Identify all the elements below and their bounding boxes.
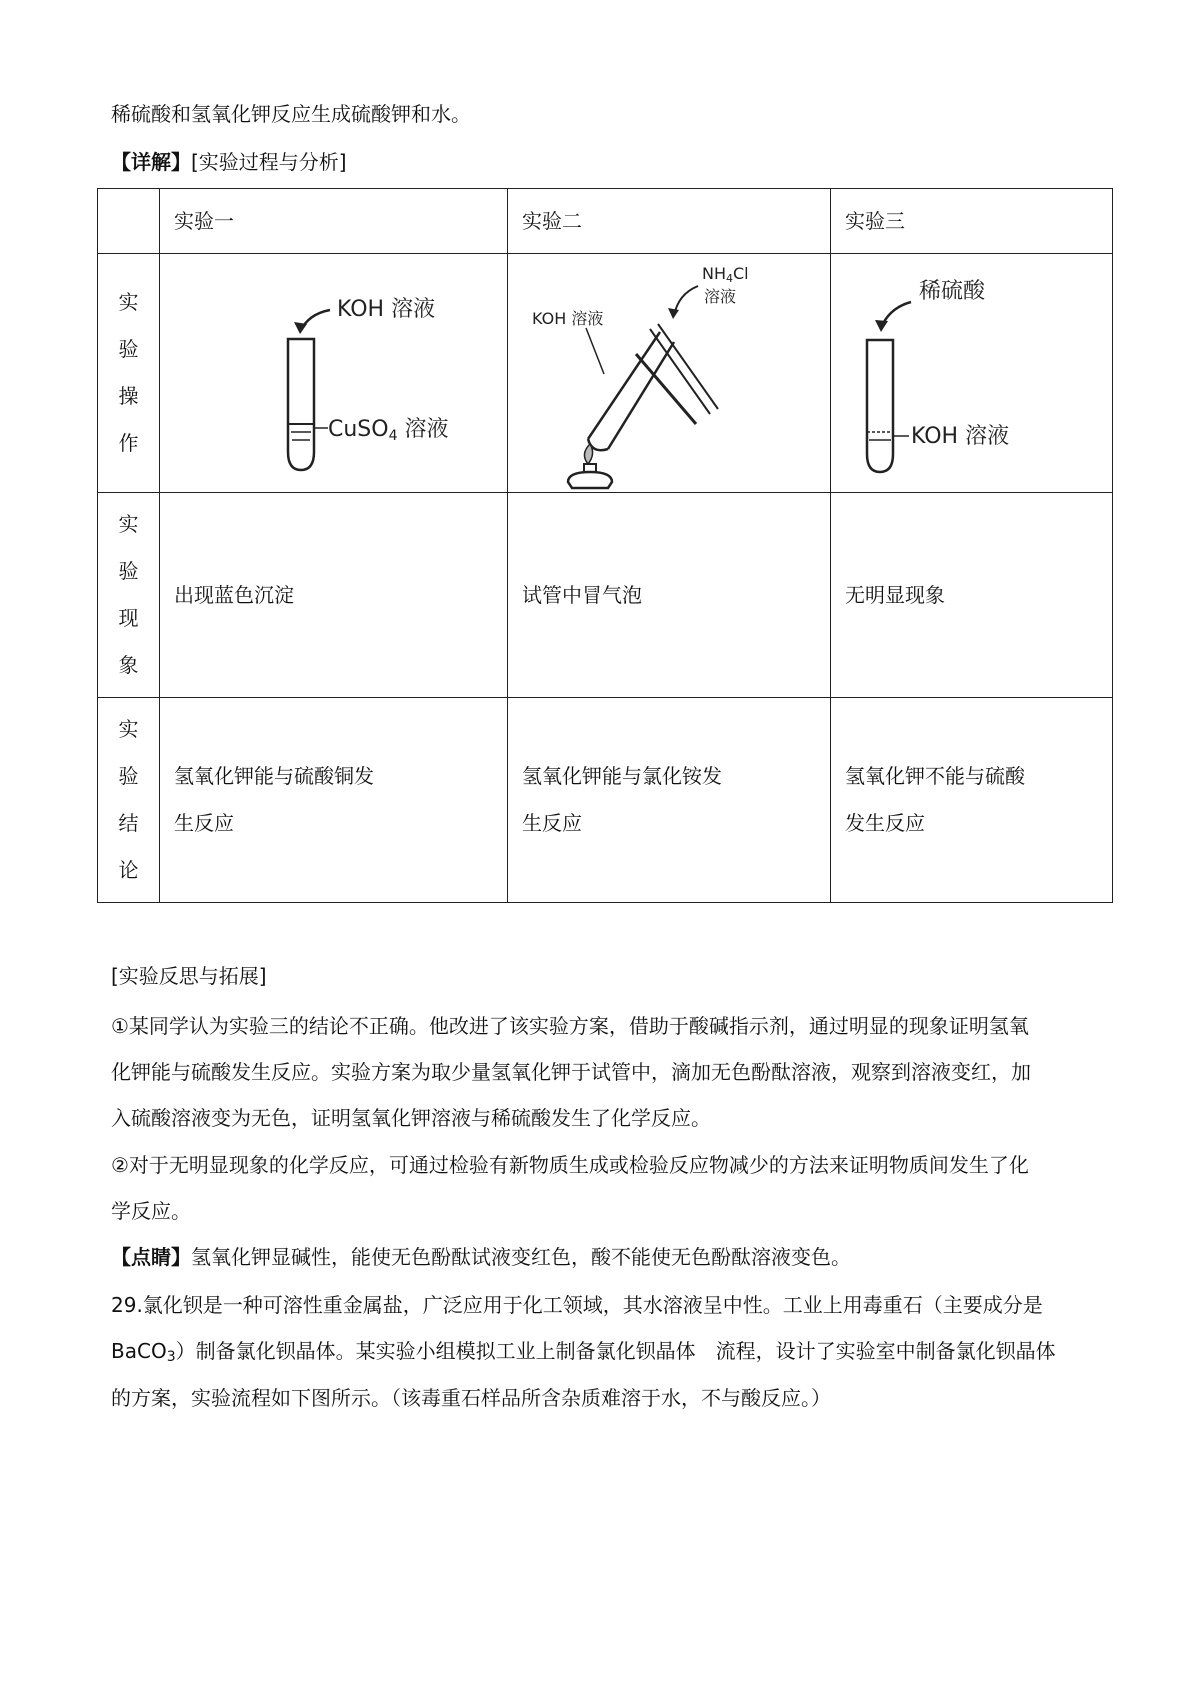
para1-line3: 入硫酸溶液变为无色，证明氢氧化钾溶液与稀硫酸发生了化学反应。 bbox=[111, 1106, 711, 1130]
phenomenon-exp1: 出现蓝色沉淀 bbox=[160, 493, 508, 698]
exp3-test-tube-diagram bbox=[831, 254, 1113, 492]
conclusion-line: 生反应 bbox=[174, 811, 234, 835]
intro-line: 稀硫酸和氢氧化钾反应生成硫酸钾和水。 bbox=[111, 102, 471, 126]
column-header-exp3: 实验三 bbox=[831, 189, 1113, 254]
test-paper-icon bbox=[650, 329, 710, 414]
test-tube-icon bbox=[867, 340, 893, 472]
conclusion-exp2 bbox=[508, 698, 831, 903]
exp3-top-label: 稀硫酸 bbox=[919, 279, 986, 304]
label-char: 实 bbox=[118, 512, 139, 536]
label-char: 验 bbox=[118, 337, 139, 361]
exp1-test-tube-diagram bbox=[160, 254, 508, 492]
conclusion-line: 氢氧化钾能与硫酸铜发 bbox=[174, 764, 374, 788]
experiment-table bbox=[97, 188, 1113, 903]
detail-header-rest: [实验过程与分析] bbox=[191, 150, 347, 174]
label-char: 结 bbox=[118, 811, 139, 835]
para2-line1: ②对于无明显现象的化学反应，可通过检验有新物质生成或检验反应物减少的方法来证明物质间发生了化 bbox=[111, 1153, 1029, 1177]
phenomenon-row-label bbox=[98, 493, 160, 698]
detail-header bbox=[111, 148, 347, 176]
exp2-right-label: NH4Cl bbox=[702, 264, 749, 285]
label-char: 实 bbox=[118, 717, 139, 741]
conclusion-line: 发生反应 bbox=[845, 811, 925, 835]
q29-line1: 29.氯化钡是一种可溶性重金属盐，广泛应用于化工领域，其水溶液呈中性。工业上用毒重石（主要成分是 bbox=[111, 1293, 1043, 1317]
para1-line1: ①某同学认为实验三的结论不正确。他改进了该实验方案，借助于酸碱指示剂，通过明显的现象证明氢氧 bbox=[111, 1014, 1029, 1038]
detail-header-bold: 【详解】 bbox=[111, 150, 191, 174]
conclusion-exp3 bbox=[831, 698, 1113, 903]
q29-line2-rest: ）制备氯化钡晶体。某实验小组模拟工业上制备氯化钡晶体 流程，设计了实验室中制备氯化钡晶体 bbox=[175, 1339, 1056, 1363]
tip-rest: 氢氧化钾显碱性，能使无色酚酞试液变红色，酸不能使无色酚酞溶液变色。 bbox=[191, 1245, 851, 1269]
tip-bold: 【点睛】 bbox=[111, 1245, 191, 1269]
table-corner-cell bbox=[98, 189, 160, 254]
reflection-header: [实验反思与拓展] bbox=[111, 964, 267, 988]
conclusion-row-label bbox=[98, 698, 160, 903]
label-char: 象 bbox=[118, 653, 139, 677]
exp2-heating-diagram bbox=[508, 254, 831, 492]
q29-line3: 的方案，实验流程如下图所示。（该毒重石样品所含杂质难溶于水，不与酸反应。） bbox=[111, 1386, 831, 1410]
arrowhead-icon bbox=[875, 320, 888, 332]
operation-row-label bbox=[98, 254, 160, 493]
formula-text: BaCO bbox=[111, 1339, 167, 1363]
conclusion-exp1 bbox=[160, 698, 508, 903]
formula-subscript: 3 bbox=[166, 1348, 176, 1365]
phenomenon-row bbox=[98, 493, 1113, 698]
test-tube-icon bbox=[288, 339, 314, 470]
exp2-right-label-line2: 溶液 bbox=[704, 287, 737, 306]
alcohol-lamp-icon bbox=[568, 472, 612, 488]
tip-line bbox=[111, 1243, 851, 1271]
label-char: 验 bbox=[118, 764, 139, 788]
label-char: 验 bbox=[118, 559, 139, 583]
exp3-figure-cell bbox=[831, 254, 1113, 493]
table-header-row bbox=[98, 189, 1113, 254]
label-char: 作 bbox=[118, 431, 139, 455]
q29-line2 bbox=[111, 1337, 1056, 1371]
conclusion-row bbox=[98, 698, 1113, 903]
exp3-bottom-label: KOH 溶液 bbox=[911, 424, 1010, 449]
conclusion-line: 生反应 bbox=[522, 811, 582, 835]
exp1-top-label: KOH 溶液 bbox=[337, 297, 436, 322]
conclusion-line: 氢氧化钾能与氯化铵发 bbox=[522, 764, 722, 788]
phenomenon-exp3: 无明显现象 bbox=[831, 493, 1113, 698]
column-header-exp1: 实验一 bbox=[160, 189, 508, 254]
arrow-icon bbox=[300, 310, 330, 332]
exp2-left-label: KOH 溶液 bbox=[532, 309, 604, 328]
para2-line2: 学反应。 bbox=[111, 1199, 191, 1223]
exp2-figure-cell bbox=[508, 254, 831, 493]
arrowhead-icon bbox=[668, 308, 679, 319]
label-char: 论 bbox=[118, 858, 139, 882]
conclusion-line: 氢氧化钾不能与硫酸 bbox=[845, 764, 1025, 788]
column-header-exp2: 实验二 bbox=[508, 189, 831, 254]
exp1-bottom-label: CuSO4 溶液 bbox=[328, 417, 449, 444]
arrowhead-icon bbox=[294, 322, 307, 334]
para1-line2: 化钾能与硫酸发生反应。实验方案为取少量氢氧化钾于试管中，滴加无色酚酞溶液，观察到溶液变红，加 bbox=[111, 1060, 1031, 1084]
pointer-line bbox=[586, 328, 604, 374]
flame-icon bbox=[584, 444, 592, 464]
label-char: 操 bbox=[118, 384, 139, 408]
exp1-figure-cell bbox=[160, 254, 508, 493]
operation-row bbox=[98, 254, 1113, 493]
label-char: 实 bbox=[118, 290, 139, 314]
label-char: 现 bbox=[118, 606, 139, 630]
test-paper-icon bbox=[658, 324, 718, 409]
phenomenon-exp2: 试管中冒气泡 bbox=[508, 493, 831, 698]
